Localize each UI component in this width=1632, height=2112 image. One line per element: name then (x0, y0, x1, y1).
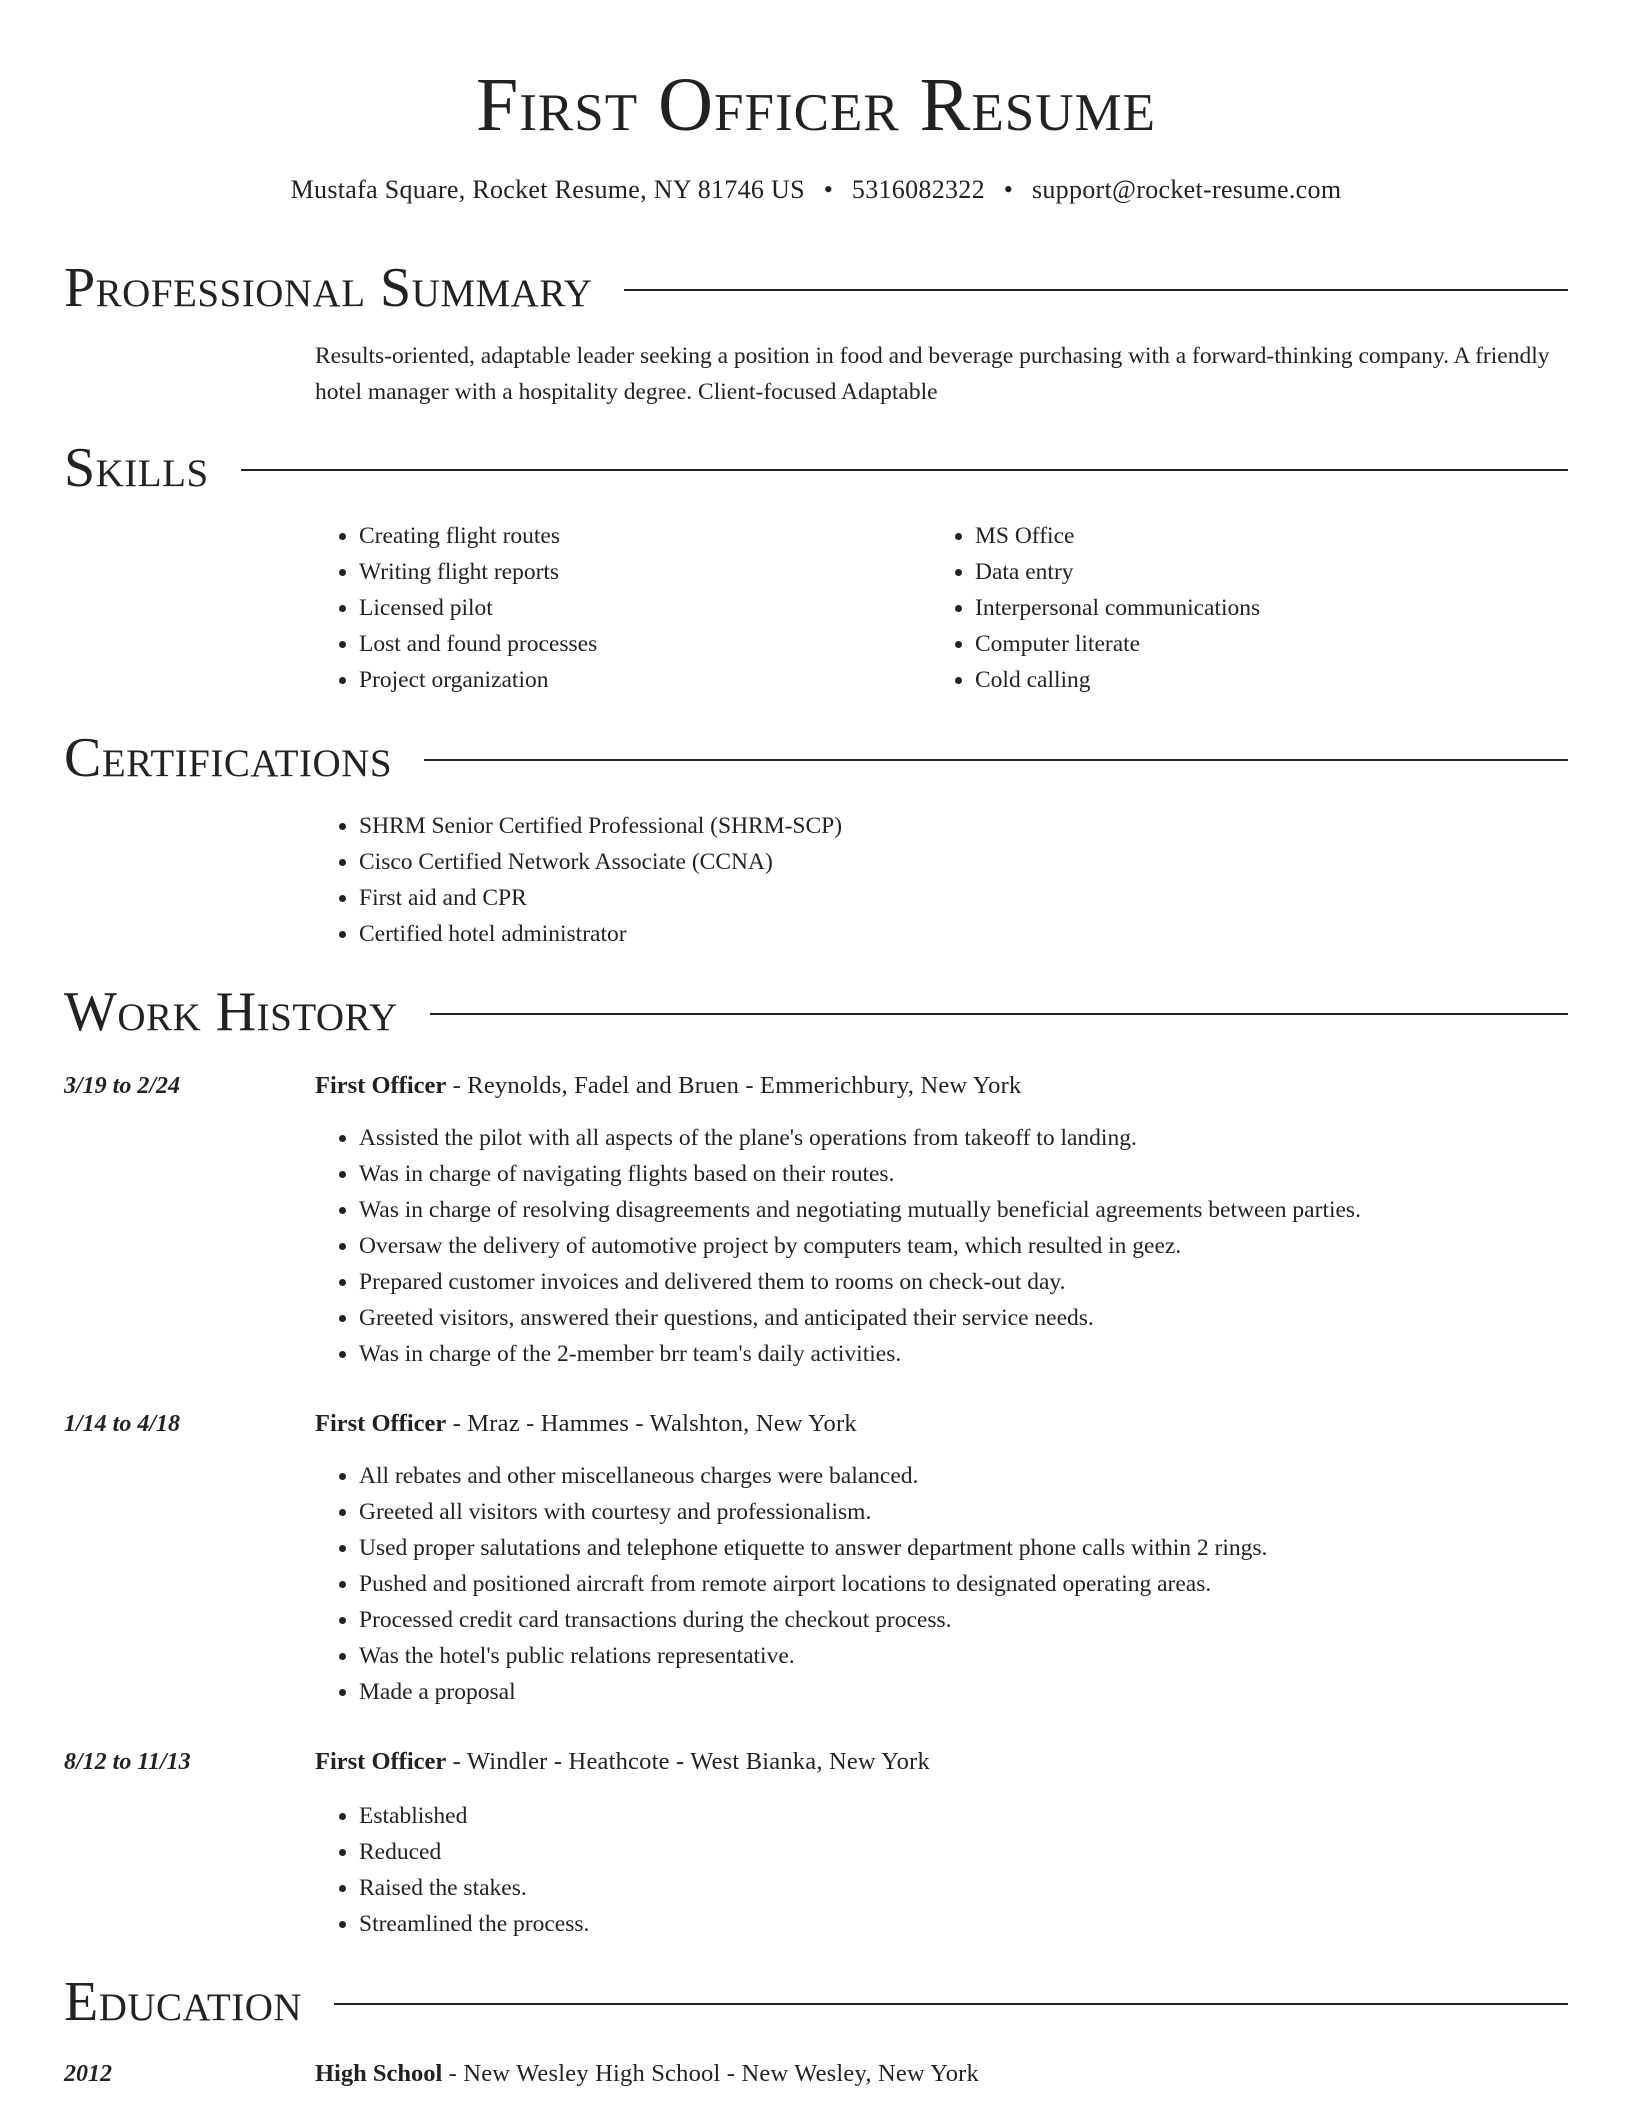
skill-item: • Interpersonal communications (975, 590, 1547, 626)
work-section-header (64, 980, 1568, 1044)
education-degree: High School (315, 2060, 443, 2087)
education-section-header (64, 1970, 1568, 2034)
job-bullet: • Raised the stakes. (359, 1870, 589, 1906)
skills-column-right (931, 518, 1547, 698)
certifications-list (315, 808, 842, 952)
job-bullet: • Prepared customer invoices and delivered them to rooms on check-out day. (359, 1264, 1361, 1300)
skills-list (315, 518, 1568, 698)
contact-phone: 5316082322 (851, 175, 985, 204)
job-bullet: • All rebates and other miscellaneous charges were balanced. (359, 1458, 1267, 1494)
skill-item: • Lost and found processes (359, 626, 931, 662)
summary-section-header (64, 256, 1568, 320)
job-bullet: • Was in charge of navigating flights based on their routes. (359, 1156, 1361, 1192)
skill-item: • Data entry (975, 554, 1547, 590)
job-heading (315, 1406, 857, 1442)
certification-item: • Certified hotel administrator (359, 916, 842, 952)
job-bullet: • Was in charge of resolving disagreements and negotiating mutually beneficial agreements between parties. (359, 1192, 1361, 1228)
job-company: - Reynolds, Fadel and Bruen - Emmerichbury, New York (446, 1072, 1022, 1099)
summary-text: Results-oriented, adaptable leader seeking a position in food and beverage purchasing with a forward-thinking company. A friendly hotel manager with a hospitality degree. Client-focused Adaptable (315, 343, 1550, 405)
skill-item: • Computer literate (975, 626, 1547, 662)
skill-item: • Cold calling (975, 662, 1547, 698)
certifications-section-header (64, 726, 1568, 790)
job-bullet: • Used proper salutations and telephone etiquette to answer department phone calls within 2 rings. (359, 1530, 1267, 1566)
job-company: - Mraz - Hammes - Walshton, New York (446, 1410, 857, 1437)
education-section-title: Education (64, 1971, 303, 2033)
skill-item: • MS Office (975, 518, 1547, 554)
certifications-section-title: Certifications (64, 727, 393, 789)
section-divider (624, 289, 1568, 291)
section-divider (241, 469, 1568, 471)
certification-item: • SHRM Senior Certified Professional (SHRM-SCP) (359, 808, 842, 844)
skill-item: • Licensed pilot (359, 590, 931, 626)
section-divider (334, 2003, 1568, 2005)
skill-item: • Writing flight reports (359, 554, 931, 590)
job-bullet: • Greeted visitors, answered their questions, and anticipated their service needs. (359, 1300, 1361, 1336)
job-bullets (315, 1120, 1361, 1372)
job-bullet: • Assisted the pilot with all aspects of the plane's operations from takeoff to landing. (359, 1120, 1361, 1156)
education-date: 2012 (64, 2061, 112, 2087)
job-bullets (315, 1458, 1267, 1710)
contact-address: Mustafa Square, Rocket Resume, NY 81746 US (290, 175, 805, 204)
education-heading (315, 2056, 979, 2092)
contact-separator: • (823, 175, 834, 204)
skills-column-left (315, 518, 931, 698)
section-divider (424, 759, 1568, 761)
job-role: First Officer (315, 1410, 447, 1437)
skills-section-title: Skills (64, 437, 209, 499)
contact-separator: • (1003, 175, 1014, 204)
job-date: 3/19 to 2/24 (64, 1073, 181, 1099)
job-bullet: • Greeted all visitors with courtesy and professionalism. (359, 1494, 1267, 1530)
job-bullet: • Established (359, 1798, 589, 1834)
job-bullet: • Was in charge of the 2-member brr team's daily activities. (359, 1336, 1361, 1372)
job-bullet: • Made a proposal (359, 1674, 1267, 1710)
job-date: 8/12 to 11/13 (64, 1749, 191, 1775)
skill-item: • Project organization (359, 662, 931, 698)
certification-item: • First aid and CPR (359, 880, 842, 916)
skills-section-header (64, 436, 1568, 500)
contact-line (0, 172, 1632, 208)
job-bullet: • Processed credit card transactions during the checkout process. (359, 1602, 1267, 1638)
section-divider (430, 1013, 1568, 1015)
certification-item: • Cisco Certified Network Associate (CCNA) (359, 844, 842, 880)
job-bullet: • Oversaw the delivery of automotive project by computers team, which resulted in geez. (359, 1228, 1361, 1264)
job-bullet: • Pushed and positioned aircraft from remote airport locations to designated operating areas. (359, 1566, 1267, 1602)
job-bullet: • Was the hotel's public relations representative. (359, 1638, 1267, 1674)
job-company: - Windler - Heathcote - West Bianka, New York (446, 1748, 930, 1775)
education-school: - New Wesley High School - New Wesley, New York (442, 2060, 979, 2087)
job-role: First Officer (315, 1072, 447, 1099)
job-date: 1/14 to 4/18 (64, 1411, 181, 1437)
job-role: First Officer (315, 1748, 447, 1775)
work-section-title: Work History (64, 981, 398, 1043)
skill-item: • Creating flight routes (359, 518, 931, 554)
contact-email: support@rocket-resume.com (1031, 175, 1342, 204)
job-bullet: • Reduced (359, 1834, 589, 1870)
summary-section-title: Professional Summary (64, 257, 593, 319)
job-bullets (315, 1798, 589, 1942)
resume-title: First Officer Resume (476, 63, 1156, 147)
job-bullet: • Streamlined the process. (359, 1906, 589, 1942)
job-heading (315, 1068, 1021, 1104)
job-heading (315, 1744, 930, 1780)
